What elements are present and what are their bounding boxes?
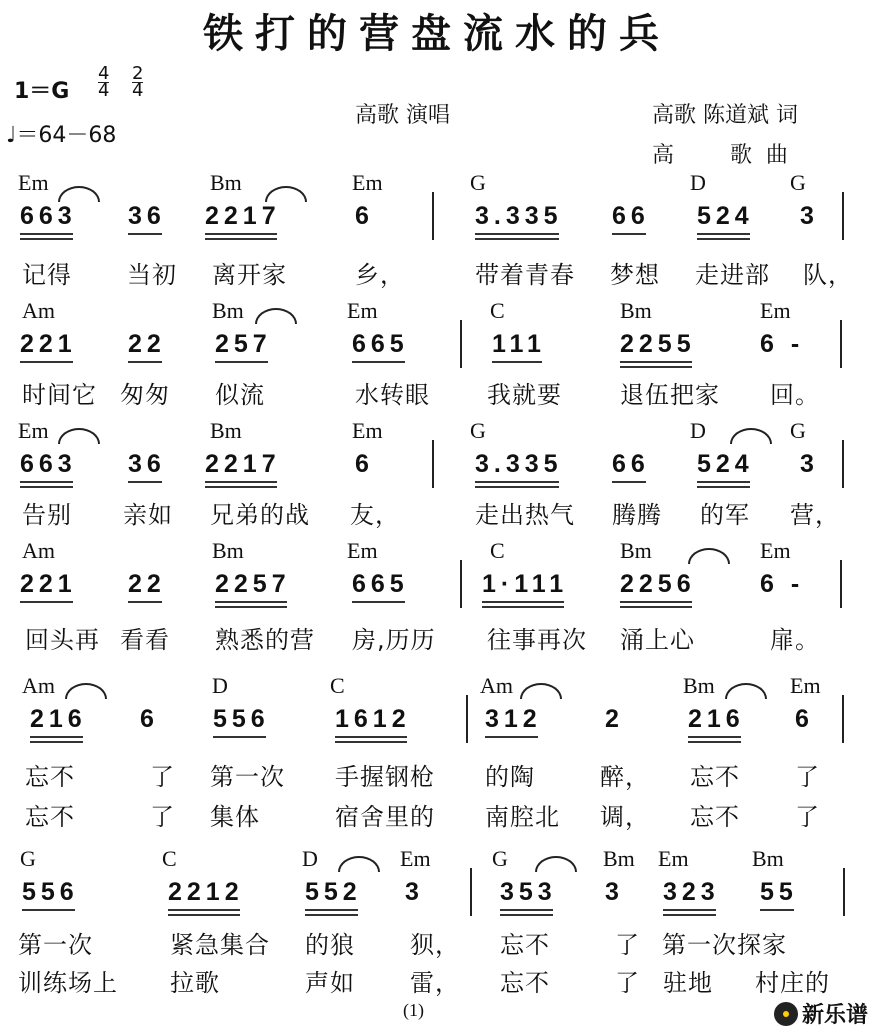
lyric-word: 第一次探家 [662, 931, 787, 959]
beam-underline [475, 481, 559, 483]
note-group [475, 450, 563, 479]
beam-underline [688, 736, 741, 738]
chord-symbol: D [212, 673, 228, 698]
note-digits: 6 [355, 450, 374, 478]
lyric-word: 当初 [127, 261, 177, 289]
beam-underline [215, 601, 287, 603]
chord-symbol: C [490, 538, 505, 563]
beam-underline [482, 601, 564, 603]
note-group [335, 705, 411, 734]
tie-arc [265, 186, 307, 202]
lyric-word: 梦想 [610, 261, 660, 289]
note-digits: 111 [492, 330, 546, 358]
lyric-word: 告别 [22, 501, 72, 529]
lyric-word: 忘不 [500, 969, 550, 997]
time-signature-2 [132, 63, 144, 101]
note-group [663, 878, 720, 907]
note-digits: 556 [22, 878, 79, 906]
note-digits: 665 [352, 330, 409, 358]
chord-symbol: Am [22, 298, 55, 323]
lyric-word: 回头再 [25, 626, 100, 654]
performer: 高歌 演唱 [355, 103, 450, 128]
note-group [475, 202, 563, 231]
note-group [620, 330, 696, 359]
chord-symbol: Bm [620, 538, 652, 563]
page-number: (1) [403, 1000, 424, 1020]
note-digits: 2255 [620, 330, 696, 358]
chord-symbol: D [690, 170, 706, 195]
note-digits: 22 [128, 330, 166, 358]
lyric-word: 兄弟的战 [210, 501, 310, 529]
beam-underline [500, 909, 553, 911]
lyric-word: 看看 [120, 626, 170, 654]
note-group [215, 330, 272, 359]
note-group [697, 202, 754, 231]
note-digits: 524 [697, 202, 754, 230]
lyric-word: 记得 [22, 261, 72, 289]
lyric-word: 集体 [210, 803, 260, 831]
tempo-value: ＝64－68 [16, 123, 117, 148]
lyric-word: 腾腾 [612, 501, 662, 529]
beam-underline [663, 914, 716, 916]
beam-underline [205, 481, 277, 483]
beam-underline [612, 481, 646, 483]
barline [470, 868, 472, 916]
beam-underline [697, 486, 750, 488]
barline [843, 868, 845, 916]
note-group [355, 202, 374, 231]
barline [840, 320, 842, 368]
lyric-word: 手握钢枪 [335, 763, 435, 791]
tie-arc [65, 683, 107, 699]
note-group [492, 330, 546, 359]
note-digits: 312 [485, 705, 542, 733]
lyric-word: 了 [615, 931, 640, 959]
lyric-word: 熟悉的营 [215, 626, 315, 654]
note-group [128, 570, 166, 599]
note-group [20, 450, 77, 479]
note-group [697, 450, 754, 479]
lyric-word: 忘不 [25, 763, 75, 791]
note-group [128, 450, 166, 479]
chord-symbol: Bm [683, 673, 715, 698]
chord-symbol: D [690, 418, 706, 443]
chord-symbol: Am [22, 538, 55, 563]
note-group [20, 570, 77, 599]
beam-underline [612, 233, 646, 235]
lyric-word: 村庄的 [755, 969, 830, 997]
note-digits: 216 [30, 705, 87, 733]
note-group [760, 570, 804, 599]
tie-arc [520, 683, 562, 699]
chord-symbol: Am [480, 673, 513, 698]
chord-symbol: Em [352, 418, 383, 443]
note-digits: 3 [405, 878, 424, 906]
note-digits: 552 [305, 878, 362, 906]
note-digits: 556 [213, 705, 270, 733]
beam-underline [128, 481, 162, 483]
note-digits: 663 [20, 450, 77, 478]
chord-symbol: G [790, 418, 806, 443]
beam-underline [20, 481, 73, 483]
lyric-word: 忘不 [690, 763, 740, 791]
note-digits: 665 [352, 570, 409, 598]
tie-arc [255, 308, 297, 324]
tie-arc [58, 186, 100, 202]
tie-arc [725, 683, 767, 699]
lyric-word: 了 [150, 803, 175, 831]
lyric-word: 紧急集合 [170, 931, 270, 959]
tie-arc [688, 548, 730, 564]
note-group [205, 450, 281, 479]
note-group [20, 202, 77, 231]
beam-underline [213, 736, 266, 738]
logo-text: 新乐谱 [801, 1003, 868, 1028]
beam-underline [128, 601, 162, 603]
note-digits: 257 [215, 330, 272, 358]
note-digits: 2257 [215, 570, 291, 598]
note-digits: 22 [128, 570, 166, 598]
beam-underline [620, 366, 692, 368]
barline [842, 192, 844, 240]
beam-underline [760, 909, 794, 911]
note-group [795, 705, 814, 734]
note-digits: 1612 [335, 705, 411, 733]
chord-symbol: Am [22, 673, 55, 698]
lyric-word: 我就要 [487, 381, 562, 409]
note-digits: 3.335 [475, 202, 563, 230]
beam-underline [128, 233, 162, 235]
beam-underline [697, 238, 750, 240]
lyric-word: 带着青春 [475, 261, 575, 289]
beam-underline [205, 238, 277, 240]
beam-underline [168, 909, 240, 911]
note-digits: 36 [128, 450, 166, 478]
note-digits: 353 [500, 878, 557, 906]
beam-underline [128, 361, 162, 363]
lyric-word: 往事再次 [487, 626, 587, 654]
beam-underline [492, 361, 542, 363]
note-digits: 221 [20, 330, 77, 358]
beam-underline [335, 736, 407, 738]
tie-arc [535, 856, 577, 872]
note-digits: 55 [760, 878, 798, 906]
chord-symbol: Bm [212, 538, 244, 563]
ts-num: 2 [132, 63, 144, 84]
ts-den: 4 [132, 80, 144, 101]
lyric-word: 忘不 [25, 803, 75, 831]
lyric-word: 时间它 [22, 381, 97, 409]
beam-underline [475, 486, 559, 488]
tempo [6, 118, 116, 149]
beam-underline [620, 601, 692, 603]
note-digits: 66 [612, 450, 650, 478]
lyric-word: 离开家 [212, 261, 287, 289]
beam-underline [620, 361, 692, 363]
lyric-word: 的陶 [485, 763, 535, 791]
note-group [352, 330, 409, 359]
key-signature: 1＝G [14, 79, 70, 104]
ts-num: 4 [98, 63, 110, 84]
lyric-word: 醉， [600, 763, 650, 791]
lyric-word: 亲如 [123, 501, 173, 529]
beam-underline [482, 606, 564, 608]
lyric-word: 第一次 [18, 931, 93, 959]
note-group [20, 330, 77, 359]
lyric-word: 宿舍里的 [335, 803, 435, 831]
note-group [760, 878, 798, 907]
note-digits: 221 [20, 570, 77, 598]
chord-symbol: Em [347, 538, 378, 563]
lyric-word: 了 [150, 763, 175, 791]
lyric-word: 拉歌 [170, 969, 220, 997]
note-group [605, 878, 624, 907]
lyric-word: 忘不 [500, 931, 550, 959]
note-group [500, 878, 557, 907]
chord-symbol: Bm [210, 418, 242, 443]
note-digits: 6 [140, 705, 159, 733]
lyric-word: 忘不 [690, 803, 740, 831]
tie-arc [58, 428, 100, 444]
note-group [485, 705, 542, 734]
lyric-word: 营， [790, 501, 840, 529]
beam-underline [335, 741, 407, 743]
beam-underline [620, 606, 692, 608]
lyric-word: 走出热气 [475, 501, 575, 529]
note-digits: 6 - [760, 570, 805, 598]
lyric-word: 了 [615, 969, 640, 997]
barline [460, 560, 462, 608]
lyric-word: 训练场上 [18, 969, 118, 997]
lyric-word: 第一次 [210, 763, 285, 791]
beam-underline [20, 238, 73, 240]
beam-underline [215, 606, 287, 608]
lyric-word: 了 [795, 803, 820, 831]
note-group [605, 705, 624, 734]
lyric-word: 队， [803, 261, 853, 289]
note-digits: 2 [605, 705, 624, 733]
note-digits: 3 [605, 878, 624, 906]
chord-symbol: Em [658, 846, 689, 871]
beam-underline [30, 736, 83, 738]
note-digits: 663 [20, 202, 77, 230]
note-group [620, 570, 696, 599]
lyric-word: 声如 [305, 969, 355, 997]
lyric-word: 乡， [355, 261, 405, 289]
lyric-word: 狈， [410, 931, 460, 959]
note-group [688, 705, 745, 734]
chord-symbol: Bm [620, 298, 652, 323]
beam-underline [352, 361, 405, 363]
chord-symbol: Em [400, 846, 431, 871]
beam-underline [205, 233, 277, 235]
lyric-word: 走进部 [695, 261, 770, 289]
note-group [352, 570, 409, 599]
chord-symbol: Bm [752, 846, 784, 871]
beam-underline [475, 233, 559, 235]
barline [842, 440, 844, 488]
record-disc-icon [774, 1002, 798, 1026]
beam-underline [30, 741, 83, 743]
lyric-word: 似流 [215, 381, 265, 409]
beam-underline [697, 481, 750, 483]
note-group [405, 878, 424, 907]
quarter-note-icon: ♩ [6, 123, 17, 148]
barline [432, 440, 434, 488]
note-group [760, 330, 804, 359]
beam-underline [20, 486, 73, 488]
lyric-word: 的军 [700, 501, 750, 529]
beam-underline [500, 914, 553, 916]
lyric-word: 了 [795, 763, 820, 791]
tie-arc [338, 856, 380, 872]
chord-symbol: Em [760, 298, 791, 323]
note-group [355, 450, 374, 479]
chord-symbol: Em [347, 298, 378, 323]
note-group [482, 570, 568, 599]
chord-symbol: Em [18, 418, 49, 443]
chord-symbol: C [490, 298, 505, 323]
note-digits: 6 [355, 202, 374, 230]
barline [432, 192, 434, 240]
lyric-word: 水转眼 [355, 381, 430, 409]
lyric-word: 调， [600, 803, 650, 831]
lyric-word: 匆匆 [120, 381, 170, 409]
note-group [22, 878, 79, 907]
composer: 高 歌 曲 [652, 143, 788, 168]
barline [460, 320, 462, 368]
beam-underline [20, 601, 73, 603]
beam-underline [485, 736, 538, 738]
beam-underline [305, 909, 358, 911]
beam-underline [205, 486, 277, 488]
lyric-word: 回。 [770, 381, 820, 409]
note-group [30, 705, 87, 734]
note-group [612, 450, 650, 479]
lyric-word: 的狼 [305, 931, 355, 959]
beam-underline [22, 909, 75, 911]
chord-symbol: C [162, 846, 177, 871]
beam-underline [20, 233, 73, 235]
note-digits: 6 - [760, 330, 805, 358]
note-group [128, 330, 166, 359]
note-digits: 3 [800, 202, 819, 230]
song-title: 铁打的营盘流水的兵 [203, 11, 671, 57]
lyric-word: 涌上心 [620, 626, 695, 654]
chord-symbol: G [790, 170, 806, 195]
ts-den: 4 [98, 80, 110, 101]
lyricist: 高歌 陈道斌 词 [652, 103, 798, 128]
barline [842, 695, 844, 743]
tie-arc [730, 428, 772, 444]
lyric-word: 退伍把家 [620, 381, 720, 409]
note-group [215, 570, 291, 599]
beam-underline [20, 361, 73, 363]
site-logo [774, 998, 868, 1029]
time-signature-1 [98, 63, 110, 101]
beam-underline [475, 238, 559, 240]
chord-symbol: G [20, 846, 36, 871]
chord-symbol: D [302, 846, 318, 871]
note-digits: 3.335 [475, 450, 563, 478]
note-group [168, 878, 244, 907]
chord-symbol: G [492, 846, 508, 871]
note-digits: 323 [663, 878, 720, 906]
note-digits: 2217 [205, 450, 281, 478]
beam-underline [663, 909, 716, 911]
note-group [305, 878, 362, 907]
chord-symbol: Em [18, 170, 49, 195]
beam-underline [352, 601, 405, 603]
beam-underline [688, 741, 741, 743]
chord-symbol: C [330, 673, 345, 698]
note-digits: 36 [128, 202, 166, 230]
note-digits: 216 [688, 705, 745, 733]
barline [840, 560, 842, 608]
chord-symbol: Em [352, 170, 383, 195]
barline [466, 695, 468, 743]
chord-symbol: Em [760, 538, 791, 563]
chord-symbol: G [470, 418, 486, 443]
lyric-word: 南腔北 [485, 803, 560, 831]
note-digits: 2212 [168, 878, 244, 906]
note-digits: 1·111 [482, 570, 569, 598]
note-digits: 2217 [205, 202, 281, 230]
beam-underline [697, 233, 750, 235]
note-digits: 524 [697, 450, 754, 478]
chord-symbol: Bm [212, 298, 244, 323]
beam-underline [168, 914, 240, 916]
beam-underline [215, 361, 268, 363]
note-group [140, 705, 159, 734]
note-digits: 6 [795, 705, 814, 733]
note-digits: 66 [612, 202, 650, 230]
note-group [800, 202, 819, 231]
chord-symbol: Bm [210, 170, 242, 195]
lyric-word: 驻地 [663, 969, 713, 997]
note-digits: 3 [800, 450, 819, 478]
note-group [128, 202, 166, 231]
note-digits: 2256 [620, 570, 696, 598]
chord-symbol: G [470, 170, 486, 195]
chord-symbol: Em [790, 673, 821, 698]
lyric-word: 友， [350, 501, 400, 529]
note-group [213, 705, 270, 734]
lyric-word: 房,历历 [352, 626, 436, 654]
lyric-word: 扉。 [770, 626, 820, 654]
note-group [612, 202, 650, 231]
lyric-word: 雷， [410, 969, 460, 997]
beam-underline [305, 914, 358, 916]
note-group [205, 202, 281, 231]
chord-symbol: Bm [603, 846, 635, 871]
note-group [800, 450, 819, 479]
